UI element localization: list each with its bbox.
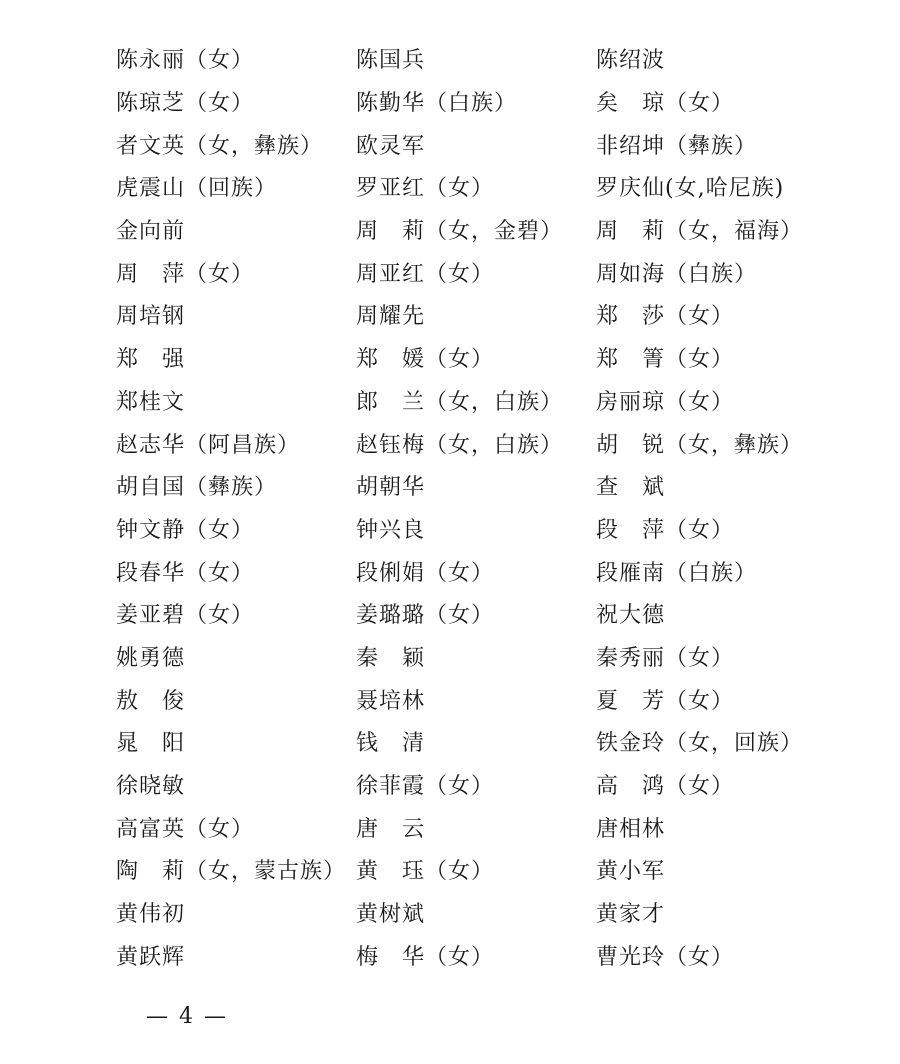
name-cell: 赵钰梅（女，白族）	[356, 432, 564, 458]
page-number: — 4 —	[146, 1004, 228, 1029]
name-cell: 周 莉（女，福海）	[596, 219, 804, 245]
name-row	[116, 424, 816, 467]
name-cell: 晁 阳	[116, 731, 186, 757]
name-cell: 高 鸿（女）	[596, 774, 735, 800]
name-cell: 敖 俊	[116, 688, 186, 714]
name-cell: 黄树斌	[356, 902, 426, 928]
name-cell: 金向前	[116, 219, 186, 245]
name-cell: 虎震山（回族）	[116, 176, 278, 202]
name-cell: 徐晓敏	[116, 774, 186, 800]
name-cell: 姜亚碧（女）	[116, 603, 255, 629]
name-cell: 周如海（白族）	[596, 261, 758, 287]
name-cell: 夏 芳（女）	[596, 688, 735, 714]
name-cell: 聂培林	[356, 688, 426, 714]
name-row	[116, 253, 816, 296]
name-cell: 周 萍（女）	[116, 261, 255, 287]
name-cell: 胡朝华	[356, 475, 426, 501]
name-cell: 罗亚红（女）	[356, 176, 495, 202]
name-cell: 陈琼芝（女）	[116, 91, 255, 117]
name-row	[116, 894, 816, 937]
name-row	[116, 83, 816, 126]
name-cell: 秦秀丽（女）	[596, 645, 735, 671]
name-cell: 唐 云	[356, 816, 426, 842]
name-row	[116, 851, 816, 894]
name-cell: 唐相林	[596, 816, 666, 842]
name-cell: 梅 华（女）	[356, 944, 495, 970]
name-cell: 钟文静（女）	[116, 517, 255, 543]
name-cell: 段雁南（白族）	[596, 560, 758, 586]
name-row	[116, 552, 816, 595]
name-cell: 铁金玲（女，回族）	[596, 731, 804, 757]
name-cell: 查 斌	[596, 475, 666, 501]
name-cell: 黄家才	[596, 902, 666, 928]
name-cell: 郑 箐（女）	[596, 347, 735, 373]
name-row	[116, 168, 816, 211]
name-cell: 黄跃辉	[116, 944, 186, 970]
name-row	[116, 766, 816, 809]
name-cell: 徐菲霞（女）	[356, 774, 495, 800]
name-cell: 黄小军	[596, 859, 666, 885]
name-cell: 姚勇德	[116, 645, 186, 671]
name-cell: 矣 琼（女）	[596, 91, 735, 117]
name-cell: 陈国兵	[356, 48, 426, 74]
name-row	[116, 680, 816, 723]
name-cell: 黄 珏（女）	[356, 859, 495, 885]
name-cell: 陶 莉（女，蒙古族）	[116, 859, 347, 885]
name-cell: 周亚红（女）	[356, 261, 495, 287]
name-cell: 者文英（女，彝族）	[116, 133, 324, 159]
name-cell: 陈永丽（女）	[116, 48, 255, 74]
name-cell: 欧灵军	[356, 133, 426, 159]
name-row	[116, 211, 816, 254]
name-row	[116, 510, 816, 553]
name-cell: 房丽琼（女）	[596, 389, 735, 415]
name-cell: 郑 莎（女）	[596, 304, 735, 330]
name-cell: 段春华（女）	[116, 560, 255, 586]
name-cell: 黄伟初	[116, 902, 186, 928]
name-list	[116, 40, 816, 979]
name-cell: 胡 锐（女，彝族）	[596, 432, 804, 458]
name-cell: 周培钢	[116, 304, 186, 330]
name-row	[116, 723, 816, 766]
name-row	[116, 40, 816, 83]
name-row	[116, 125, 816, 168]
name-row	[116, 382, 816, 425]
name-cell: 郑 强	[116, 347, 186, 373]
name-row	[116, 936, 816, 979]
name-cell: 陈绍波	[596, 48, 666, 74]
name-cell: 罗庆仙(女,哈尼族)	[596, 176, 785, 202]
name-cell: 郑桂文	[116, 389, 186, 415]
name-row	[116, 339, 816, 382]
name-cell: 胡自国（彝族）	[116, 475, 278, 501]
name-cell: 钟兴良	[356, 517, 426, 543]
name-cell: 姜璐璐（女）	[356, 603, 495, 629]
name-cell: 祝大德	[596, 603, 666, 629]
name-cell: 陈勤华（白族）	[356, 91, 518, 117]
name-cell: 段俐娟（女）	[356, 560, 495, 586]
name-cell: 高富英（女）	[116, 816, 255, 842]
name-cell: 周耀先	[356, 304, 426, 330]
name-row	[116, 595, 816, 638]
name-row	[116, 296, 816, 339]
name-cell: 钱 清	[356, 731, 426, 757]
name-row	[116, 808, 816, 851]
name-row	[116, 467, 816, 510]
name-cell: 赵志华（阿昌族）	[116, 432, 301, 458]
name-cell: 非绍坤（彝族）	[596, 133, 758, 159]
name-cell: 郑 媛（女）	[356, 347, 495, 373]
name-row	[116, 638, 816, 681]
name-cell: 秦 颖	[356, 645, 426, 671]
name-cell: 周 莉（女，金碧）	[356, 219, 564, 245]
name-cell: 段 萍（女）	[596, 517, 735, 543]
name-cell: 郎 兰（女，白族）	[356, 389, 564, 415]
name-cell: 曹光玲（女）	[596, 944, 735, 970]
